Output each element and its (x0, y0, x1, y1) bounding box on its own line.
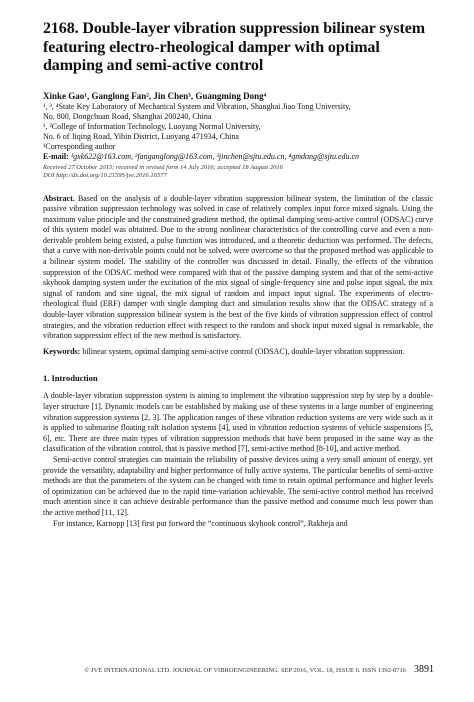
received-dates (43, 164, 433, 181)
affiliation-line: No. 6 of Jiqing Road, Yibin District, Luoyang 471934, China (43, 131, 239, 141)
body-paragraph: Semi-active control strategies can maintain the reliability of passive devices using a very small amount of energy, yet provide the versatility, adaptability and higher performance of fully active systems. The particular benefits of semi-active methods are that the parameters of the system can be changed with time to retain optimal performance and higher levels of optimization can be achieved due to the rapid time-variation achievable. The semi-active control method has received much attention since it can achieve desirable performance than the passive method and consume much less power than the active method [11, 12]. (43, 454, 433, 517)
keywords-text: bilinear system, optimal damping semi-active control (ODSAC), double-layer vibration suppression. (82, 346, 405, 356)
footer-journal: © JVE INTERNATIONAL LTD. JOURNAL OF VIBROENGINEERING. SEP 2016, VOL. 18, ISSUE 6. ISSN 1392-8716 (84, 667, 406, 674)
body-paragraph: A double-layer vibration suppression system is aiming to implement the vibration suppression step by step by a double-layer structure [1]. Dynamic models can be established by making use of these systems in a large number of engineering vibration suppression systems [2, 3]. The application ranges of these vibration reduction systems are very wide such as it is applied to submarine floating raft isolation systems [4], used in vibration reduction systems of vehicle suspensions [5, 6], etc. There are three main types of vibration suppression methods that have been proposed in the same way as the classification of the vibration control, that is passive method [7], semi-active method [8-10], and active method. (43, 391, 433, 454)
section-heading-introduction: 1. Introduction (43, 373, 98, 384)
affiliation-line: No. 800, Dongchuan Road, Shanghai 200240, China (43, 111, 212, 121)
affiliation-line: ¹, ²College of Information Technology, Luoyang Normal University, (43, 121, 261, 131)
abstract (43, 194, 433, 342)
author-list: Xinke Gao¹, Ganglong Fan², Jin Chen³, Guangming Dong⁴ (43, 90, 267, 101)
doi-link[interactable]: DOI http://dx.doi.org/10.21595/jve.2016.16577 (43, 172, 167, 179)
page-number: 3891 (414, 664, 434, 675)
received-line: Received 27 October 2015; received in revised form 14 July 2016; accepted 18 August 2016 (43, 163, 283, 171)
corresponding-author-note: ¹Corresponding author (43, 141, 116, 151)
paper-title: 2168. Double-layer vibration suppression bilinear system featuring electro-rheological damper with optimal damping and semi-active control (43, 20, 425, 74)
keywords-label: Keywords: (43, 346, 81, 356)
keywords (43, 347, 433, 358)
email-line (43, 152, 433, 162)
body-paragraph: For instance, Karnopp [13] first put forward the “continuous skyhook control”, Rakheja and (53, 518, 348, 528)
abstract-text: Based on the analysis of a double-layer vibration suppression bilinear system, the limitation of the classic passive vibration suppression technology was solved in case of relatively complex input force mixed signals. Using the maximum value principle and the constrained gradient method, the optimal damping semi-active control (ODSAC) curve of this system model was obtained. Due to the strong nonlinear characteristics of the controlling curve and even a non-derivable problem being existed, a pulse function was introduced, and a theoretic deduction was performed. The defects, that a curve with non-derivable points could not be solved, were overcome so that the proposed method was applicable to a bilinear system model. The stability of the controller was discussed in detail. Finally, the effects of the vibration suppression of the ODSAC method were compared with that of the passive damping system and that of the semi-active skyhook damping system under the excitation of the mix signal of single-frequency sine and pulse input signal, the mix signal of random and sine signal, the mix signal of random and impact input signal. The experiments of electro-rheological fluid (ERF) damper with single damping duct and simulation results show that the ODSAC strategy of a double-layer vibration suppression bilinear system is the best of the five kinds of vibration suppression effect of control strategies, and the vibration reduction effect with respect to the random and shock input mixed signal is remarkable, the vibration suppression effect of the new method is satisfactory. (43, 193, 434, 341)
paper-content (43, 20, 433, 529)
email-label: E-mail: (43, 151, 69, 161)
email-addresses[interactable]: ¹gxk622@163.com, ²fanganglong@163.com, ³jinchen@sjtu.edu.cn, ⁴gmdong@sjtu.edu.cn (70, 151, 360, 161)
abstract-label: Abstract. (43, 193, 75, 203)
affiliation-line: ¹, ³, ⁴State Key Laboratory of Mechanical System and Vibration, Shanghai Jiao Tong University, (43, 101, 351, 111)
page-footer (43, 664, 434, 675)
